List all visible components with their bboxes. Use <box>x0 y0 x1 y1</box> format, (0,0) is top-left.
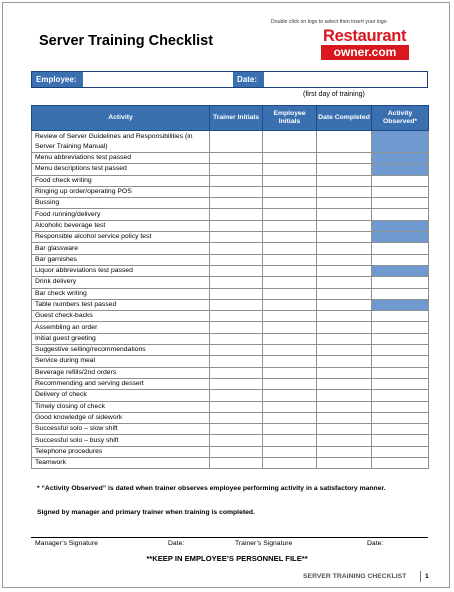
activity-cell: Good knowledge of sidework <box>32 412 210 423</box>
col-header-employee-initials: Employee Initials <box>263 106 317 131</box>
trainer-initials-cell[interactable] <box>210 232 263 243</box>
date-completed-cell[interactable] <box>317 446 372 457</box>
table-row <box>32 243 429 254</box>
activity-cell: Food check writing <box>32 175 210 186</box>
employee-initials-cell[interactable] <box>263 345 317 356</box>
checklist-page <box>2 2 450 588</box>
trainer-initials-cell[interactable] <box>210 390 263 401</box>
date-completed-cell[interactable] <box>317 232 372 243</box>
activity-cell: Bar check writing <box>32 288 210 299</box>
employee-initials-cell[interactable] <box>263 390 317 401</box>
activity-cell: Drink delivery <box>32 277 210 288</box>
table-row <box>32 424 429 435</box>
date-completed-cell[interactable] <box>317 131 372 153</box>
trainer-initials-cell[interactable] <box>210 265 263 276</box>
table-row <box>32 446 429 457</box>
keep-in-file-notice: **KEEP IN EMPLOYEE’S PERSONNEL FILE** <box>146 554 308 563</box>
date-completed-cell[interactable] <box>317 356 372 367</box>
signature-line <box>31 537 428 538</box>
activity-observed-footnote: * “Activity Observed” is dated when trainer observes employee performing activity in a satisfactory manner. <box>37 485 386 492</box>
table-row <box>32 378 429 389</box>
employee-label: Employee: <box>32 72 83 87</box>
activity-cell: Ringing up order/operating POS <box>32 186 210 197</box>
activity-observed-cell[interactable] <box>372 458 429 469</box>
activity-cell: Guest check-backs <box>32 311 210 322</box>
date-completed-cell[interactable] <box>317 175 372 186</box>
trainer-initials-cell[interactable] <box>210 378 263 389</box>
trainer-initials-cell[interactable] <box>210 401 263 412</box>
activity-observed-cell[interactable] <box>372 175 429 186</box>
activity-cell: Timely closing of check <box>32 401 210 412</box>
trainer-signature-label: Trainer’s Signature <box>235 540 293 547</box>
page-number: 1 <box>425 573 429 580</box>
table-row <box>32 412 429 423</box>
table-row <box>32 333 429 344</box>
employee-initials-cell[interactable] <box>263 175 317 186</box>
table-row <box>32 311 429 322</box>
activity-cell: Bar glassware <box>32 243 210 254</box>
date-completed-cell[interactable] <box>317 458 372 469</box>
employee-initials-cell[interactable] <box>263 367 317 378</box>
trainer-initials-cell[interactable] <box>210 254 263 265</box>
trainer-initials-cell[interactable] <box>210 333 263 344</box>
date-completed-cell[interactable] <box>317 220 372 231</box>
date-completed-cell[interactable] <box>317 367 372 378</box>
employee-initials-cell[interactable] <box>263 401 317 412</box>
date-completed-cell[interactable] <box>317 277 372 288</box>
date-completed-cell[interactable] <box>317 198 372 209</box>
activity-observed-cell[interactable] <box>372 345 429 356</box>
employee-initials-cell[interactable] <box>263 311 317 322</box>
trainer-initials-cell[interactable] <box>210 311 263 322</box>
employee-initials-cell[interactable] <box>263 254 317 265</box>
employee-initials-cell[interactable] <box>263 186 317 197</box>
trainer-initials-cell[interactable] <box>210 435 263 446</box>
date-completed-cell[interactable] <box>317 288 372 299</box>
activity-cell: Service during meal <box>32 356 210 367</box>
activity-cell: Successful solo – busy shift <box>32 435 210 446</box>
table-row <box>32 265 429 276</box>
activity-observed-cell[interactable] <box>372 401 429 412</box>
col-header-activity-observed: Activity Observed* <box>372 106 429 131</box>
logo-hint: Double click on logo to select then insert your logo <box>271 19 387 25</box>
activity-observed-cell[interactable] <box>372 243 429 254</box>
activity-cell: Menu descriptions test passed <box>32 164 210 175</box>
employee-initials-cell[interactable] <box>263 299 317 310</box>
activity-observed-cell[interactable] <box>372 220 429 231</box>
table-row <box>32 390 429 401</box>
table-row <box>32 288 429 299</box>
trainer-initials-cell[interactable] <box>210 446 263 457</box>
table-row <box>32 232 429 243</box>
activity-cell: Successful solo – slow shift <box>32 424 210 435</box>
trainer-date-label: Date: <box>367 540 384 547</box>
table-row <box>32 175 429 186</box>
trainer-initials-cell[interactable] <box>210 209 263 220</box>
activity-cell: Initial guest greeting <box>32 333 210 344</box>
activity-observed-cell[interactable] <box>372 412 429 423</box>
table-row <box>32 209 429 220</box>
employee-initials-cell[interactable] <box>263 412 317 423</box>
date-completed-cell[interactable] <box>317 435 372 446</box>
activity-observed-cell[interactable] <box>372 186 429 197</box>
trainer-initials-cell[interactable] <box>210 220 263 231</box>
logo-text-restaurant[interactable]: Restaurant <box>323 27 407 45</box>
date-field[interactable] <box>264 72 427 87</box>
activity-observed-cell[interactable] <box>372 288 429 299</box>
trainer-initials-cell[interactable] <box>210 243 263 254</box>
employee-initials-cell[interactable] <box>263 446 317 457</box>
activity-cell: Menu abbreviations test passed <box>32 153 210 164</box>
employee-initials-cell[interactable] <box>263 153 317 164</box>
activity-cell: Liquor abbreviations test passed <box>32 265 210 276</box>
col-header-trainer-initials: Trainer Initials <box>210 106 263 131</box>
activity-observed-cell[interactable] <box>372 333 429 344</box>
trainer-initials-cell[interactable] <box>210 186 263 197</box>
activity-observed-cell[interactable] <box>372 311 429 322</box>
table-row <box>32 345 429 356</box>
employee-initials-cell[interactable] <box>263 209 317 220</box>
trainer-initials-cell[interactable] <box>210 131 263 153</box>
employee-field[interactable] <box>83 72 233 87</box>
activity-cell: Responsible alcohol service policy test <box>32 232 210 243</box>
trainer-initials-cell[interactable] <box>210 424 263 435</box>
employee-initials-cell[interactable] <box>263 277 317 288</box>
date-completed-cell[interactable] <box>317 333 372 344</box>
activity-cell: Bussing <box>32 198 210 209</box>
trainer-initials-cell[interactable] <box>210 322 263 333</box>
employee-initials-cell[interactable] <box>263 220 317 231</box>
activity-cell: Review of Server Guidelines and Responsibilities (in Server Training Manual) <box>32 131 210 153</box>
employee-initials-cell[interactable] <box>263 243 317 254</box>
activity-observed-cell[interactable] <box>372 378 429 389</box>
employee-row <box>31 71 428 88</box>
trainer-initials-cell[interactable] <box>210 175 263 186</box>
date-completed-cell[interactable] <box>317 153 372 164</box>
activity-cell: Alcoholic beverage test <box>32 220 210 231</box>
activity-observed-cell[interactable] <box>372 232 429 243</box>
trainer-initials-cell[interactable] <box>210 356 263 367</box>
date-completed-cell[interactable] <box>317 299 372 310</box>
date-completed-cell[interactable] <box>317 401 372 412</box>
training-table <box>31 105 429 469</box>
activity-observed-cell[interactable] <box>372 265 429 276</box>
employee-initials-cell[interactable] <box>263 265 317 276</box>
table-row <box>32 299 429 310</box>
table-row <box>32 220 429 231</box>
table-row <box>32 322 429 333</box>
activity-cell: Teamwork <box>32 458 210 469</box>
employee-initials-cell[interactable] <box>263 131 317 153</box>
activity-observed-cell[interactable] <box>372 424 429 435</box>
date-completed-cell[interactable] <box>317 322 372 333</box>
table-row <box>32 164 429 175</box>
employee-initials-cell[interactable] <box>263 232 317 243</box>
table-row <box>32 458 429 469</box>
date-completed-cell[interactable] <box>317 164 372 175</box>
date-completed-cell[interactable] <box>317 378 372 389</box>
col-header-activity: Activity <box>32 106 210 131</box>
activity-observed-cell[interactable] <box>372 435 429 446</box>
date-completed-cell[interactable] <box>317 412 372 423</box>
date-completed-cell[interactable] <box>317 254 372 265</box>
activity-observed-cell[interactable] <box>372 209 429 220</box>
activity-cell: Assembling an order <box>32 322 210 333</box>
footer-label: SERVER TRAINING CHECKLIST <box>303 573 407 580</box>
activity-observed-cell[interactable] <box>372 164 429 175</box>
table-row <box>32 153 429 164</box>
date-completed-cell[interactable] <box>317 311 372 322</box>
activity-observed-cell[interactable] <box>372 153 429 164</box>
employee-initials-cell[interactable] <box>263 288 317 299</box>
date-completed-cell[interactable] <box>317 390 372 401</box>
employee-initials-cell[interactable] <box>263 435 317 446</box>
activity-cell: Bar garnishes <box>32 254 210 265</box>
activity-cell: Table numbers test passed <box>32 299 210 310</box>
activity-observed-cell[interactable] <box>372 322 429 333</box>
activity-cell: Recommending and serving dessert <box>32 378 210 389</box>
activity-observed-cell[interactable] <box>372 367 429 378</box>
employee-initials-cell[interactable] <box>263 424 317 435</box>
trainer-initials-cell[interactable] <box>210 412 263 423</box>
activity-observed-cell[interactable] <box>372 356 429 367</box>
logo-text-owner[interactable]: owner.com <box>321 45 409 60</box>
date-completed-cell[interactable] <box>317 209 372 220</box>
activity-cell: Food running/delivery <box>32 209 210 220</box>
table-row <box>32 356 429 367</box>
activity-cell: Telephone procedures <box>32 446 210 457</box>
employee-initials-cell[interactable] <box>263 322 317 333</box>
employee-initials-cell[interactable] <box>263 333 317 344</box>
date-label: Date: <box>233 72 264 87</box>
table-row <box>32 131 429 153</box>
date-completed-cell[interactable] <box>317 243 372 254</box>
trainer-initials-cell[interactable] <box>210 458 263 469</box>
signed-note: Signed by manager and primary trainer when training is completed. <box>37 509 255 516</box>
activity-cell: Suggestive selling/recommendations <box>32 345 210 356</box>
activity-observed-cell[interactable] <box>372 198 429 209</box>
manager-date-label: Date: <box>168 540 185 547</box>
trainer-initials-cell[interactable] <box>210 367 263 378</box>
trainer-initials-cell[interactable] <box>210 277 263 288</box>
employee-initials-cell[interactable] <box>263 378 317 389</box>
table-row <box>32 277 429 288</box>
manager-signature-label: Manager’s Signature <box>35 540 98 547</box>
trainer-initials-cell[interactable] <box>210 288 263 299</box>
table-row <box>32 254 429 265</box>
date-completed-cell[interactable] <box>317 424 372 435</box>
activity-observed-cell[interactable] <box>372 446 429 457</box>
trainer-initials-cell[interactable] <box>210 198 263 209</box>
table-row <box>32 401 429 412</box>
col-header-date-completed: Date Completed <box>317 106 372 131</box>
table-row <box>32 198 429 209</box>
date-completed-cell[interactable] <box>317 265 372 276</box>
activity-observed-cell[interactable] <box>372 277 429 288</box>
table-header-row <box>32 106 429 131</box>
trainer-initials-cell[interactable] <box>210 299 263 310</box>
activity-observed-cell[interactable] <box>372 131 429 153</box>
activity-observed-cell[interactable] <box>372 390 429 401</box>
date-completed-cell[interactable] <box>317 345 372 356</box>
activity-observed-cell[interactable] <box>372 254 429 265</box>
trainer-initials-cell[interactable] <box>210 153 263 164</box>
employee-initials-cell[interactable] <box>263 164 317 175</box>
trainer-initials-cell[interactable] <box>210 345 263 356</box>
trainer-initials-cell[interactable] <box>210 164 263 175</box>
table-row <box>32 186 429 197</box>
activity-cell: Beverage refills/2nd orders <box>32 367 210 378</box>
footer-divider <box>420 571 421 582</box>
table-row <box>32 435 429 446</box>
page-title: Server Training Checklist <box>39 33 214 49</box>
activity-cell: Delivery of check <box>32 390 210 401</box>
employee-initials-cell[interactable] <box>263 356 317 367</box>
activity-observed-cell[interactable] <box>372 299 429 310</box>
date-completed-cell[interactable] <box>317 186 372 197</box>
first-day-note: (first day of training) <box>303 91 365 98</box>
table-row <box>32 367 429 378</box>
employee-initials-cell[interactable] <box>263 458 317 469</box>
employee-initials-cell[interactable] <box>263 198 317 209</box>
